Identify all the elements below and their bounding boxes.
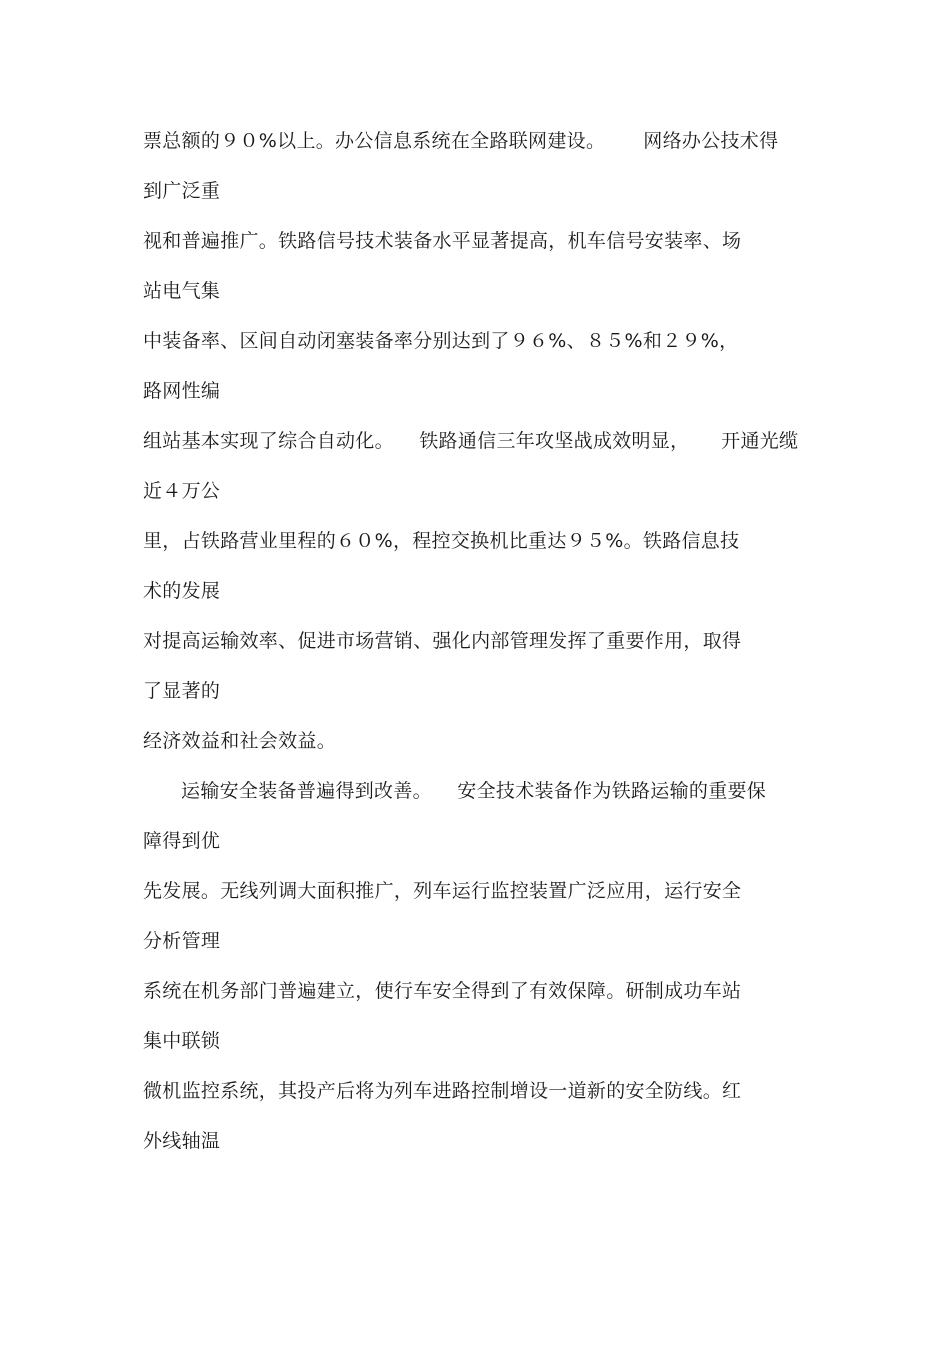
text-line: 集中联锁: [143, 1030, 221, 1052]
text-line: 分析管理: [143, 930, 221, 952]
text-line: 中装备率、区间自动闭塞装备率分别达到了９６%、８５%和２９%，: [143, 330, 739, 352]
text-line: 站电气集: [143, 280, 221, 302]
text-line: 微机监控系统，其投产后将为列车进路控制增设一道新的安全防线。红: [143, 1080, 742, 1102]
text-line: 术的发展: [143, 580, 221, 602]
text-line: 外线轴温: [143, 1130, 221, 1152]
text-line: 先发展。无线列调大面积推广，列车运行监控装置广泛应用，运行安全: [143, 880, 742, 902]
text-line: 障得到优: [143, 830, 221, 852]
text-line: 组站基本实现了综合自动化。 铁路通信三年攻坚战成效明显， 开通光缆: [143, 430, 799, 452]
text-line: 视和普遍推广。铁路信号技术装备水平显著提高，机车信号安装率、场: [143, 230, 742, 252]
text-line: 系统在机务部门普遍建立，使行车安全得到了有效保障。研制成功车站: [143, 980, 742, 1002]
text-line: 经济效益和社会效益。: [143, 730, 337, 752]
text-line: 路网性编: [143, 380, 221, 402]
text-line: 了显著的: [143, 680, 221, 702]
text-line: 里，占铁路营业里程的６０%，程控交换机比重达９５%。铁路信息技: [143, 530, 740, 552]
text-line: 运输安全装备普遍得到改善。 安全技术装备作为铁路运输的重要保: [143, 780, 767, 802]
text-line: 票总额的９０%以上。办公信息系统在全路联网建设。 网络办公技术得: [143, 130, 779, 152]
text-line: 近４万公: [143, 480, 221, 502]
text-line: 到广泛重: [143, 180, 221, 202]
text-line: 对提高运输效率、促进市场营销、强化内部管理发挥了重要作用，取得: [143, 630, 742, 652]
